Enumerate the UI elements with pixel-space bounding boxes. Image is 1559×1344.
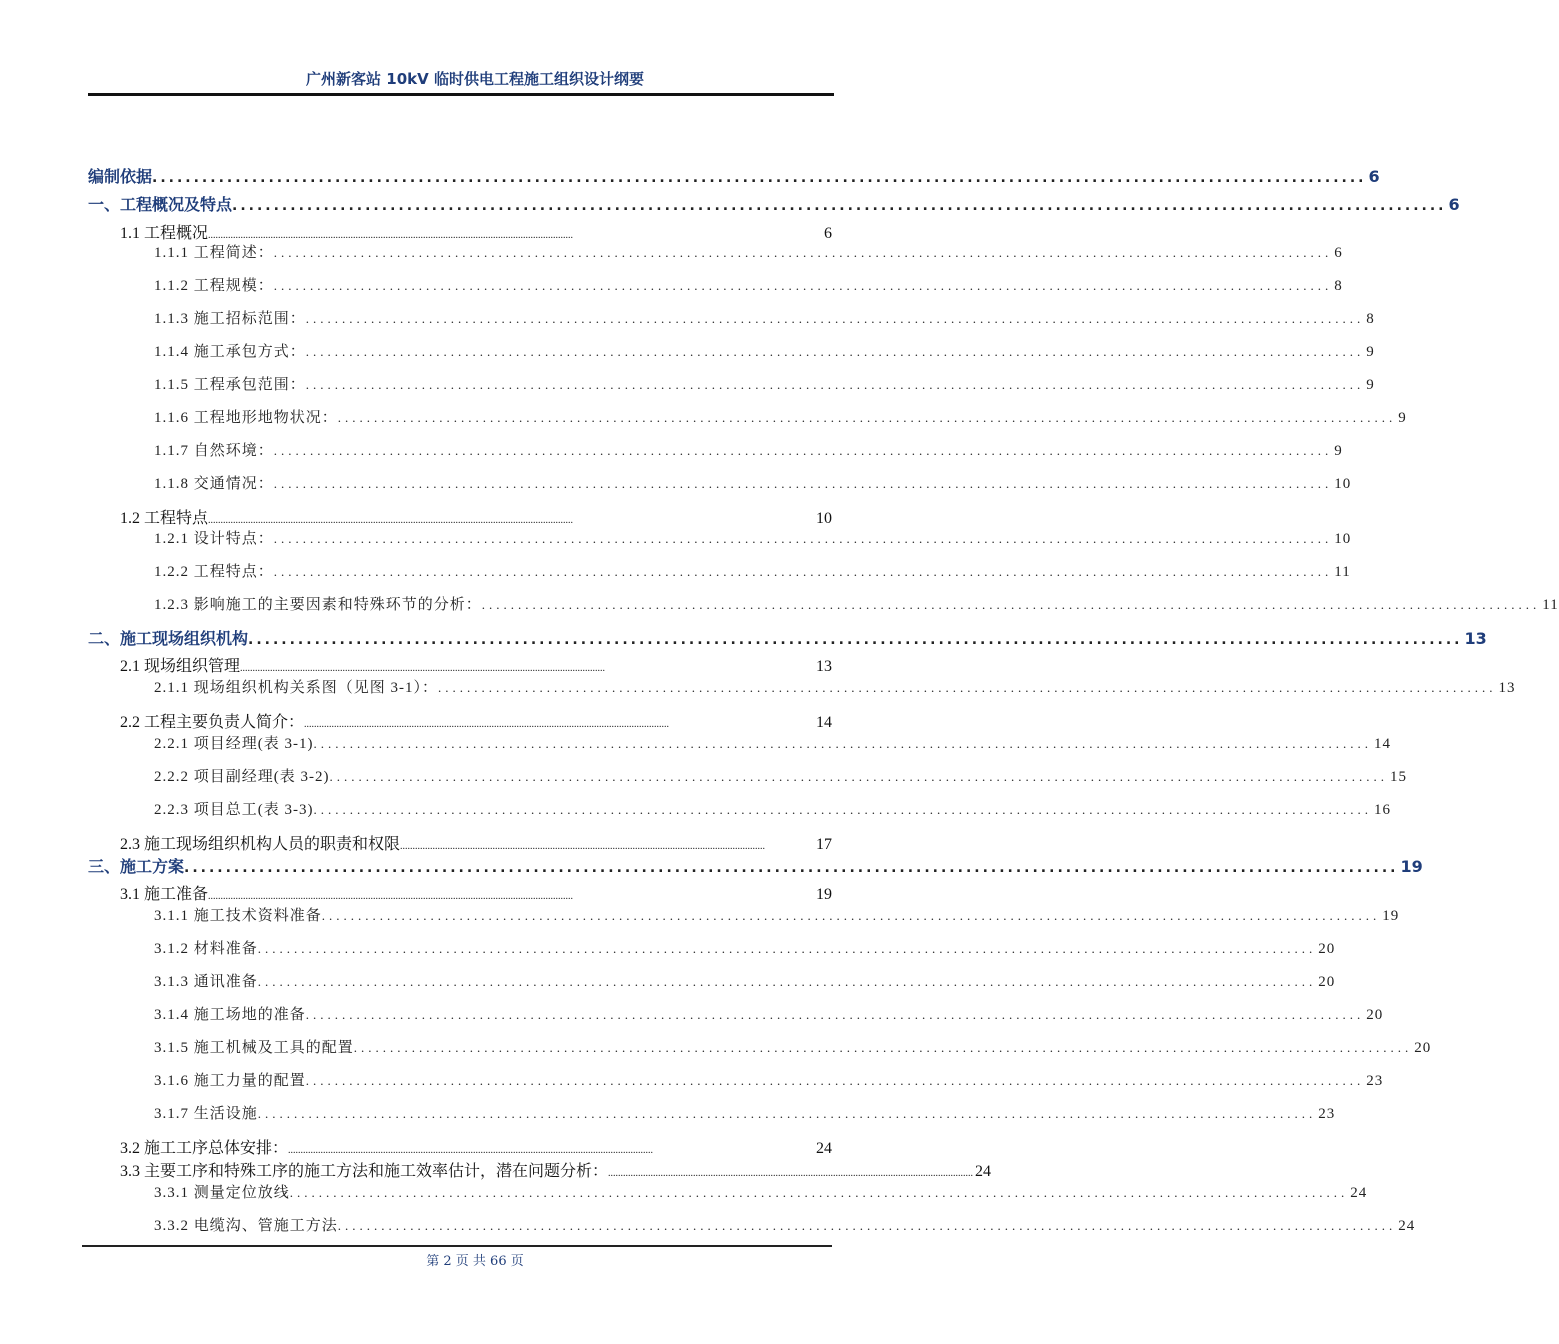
toc-entry-title: 2.1 现场组织管理: [120, 658, 241, 675]
toc-page-number: 13: [1498, 680, 1516, 696]
toc-entry-title: 3.1.5 施工机械及工具的配置: [154, 1040, 354, 1056]
toc-page-number: 16: [1374, 802, 1391, 818]
toc-entry-level-3[interactable]: [154, 1069, 1384, 1093]
toc-page-number: 20: [1366, 1007, 1384, 1023]
toc-dot-leader: ..................................................................................................................................................: [608, 1168, 974, 1179]
toc-dot-leader: ..................................................................................................................................................: [152, 170, 1367, 186]
toc-page-number: 15: [1390, 769, 1407, 785]
toc-page-number: 11: [1334, 564, 1351, 580]
toc-page-number: 8: [1366, 311, 1375, 327]
toc-entry-level-1[interactable]: [88, 626, 1487, 650]
toc-page-number: 19: [816, 886, 832, 903]
toc-entry-level-2[interactable]: [120, 881, 832, 905]
toc-entry-level-3[interactable]: [154, 472, 1352, 496]
toc-entry-level-1[interactable]: [88, 164, 1380, 188]
toc-entry-level-3[interactable]: [154, 676, 1516, 700]
toc-page-number: 6: [1334, 245, 1343, 261]
toc-entry-title: 一、工程概况及特点: [88, 195, 233, 214]
toc-page-number: 23: [1366, 1073, 1384, 1089]
toc-dot-leader: ..................................................................................................................................................: [305, 1073, 1365, 1088]
toc-page-number: 19: [1382, 908, 1400, 924]
toc-page-number: 23: [1318, 1106, 1336, 1122]
toc-dot-leader: ..................................................................................................................................................: [273, 245, 1333, 260]
toc-dot-leader: ..................................................................................................................................................: [184, 860, 1399, 876]
toc-entry-title: 编制依据: [88, 167, 153, 186]
toc-page-number: 6: [1448, 195, 1460, 214]
toc-entry-level-3[interactable]: [154, 406, 1407, 430]
toc-dot-leader: ..................................................................................................................................................: [304, 719, 670, 730]
toc-entry-title: 1.2.1 设计特点：: [154, 531, 274, 547]
header-rule: [88, 93, 834, 96]
toc-dot-leader: ..................................................................................................................................................: [438, 680, 1497, 695]
toc-dot-leader: ..................................................................................................................................................: [337, 410, 1397, 425]
toc-entry-title: 1.1.6 工程地形地物状况：: [154, 410, 338, 426]
toc-page-number: 11: [1542, 597, 1559, 613]
toc-entry-level-3[interactable]: [154, 439, 1343, 463]
toc-entry-title: 1.2.3 影响施工的主要因素和特殊环节的分析：: [154, 597, 482, 613]
toc-dot-leader: ..................................................................................................................................................: [248, 632, 1463, 648]
toc-entry-level-3[interactable]: [154, 904, 1400, 928]
toc-page-number: 19: [1400, 857, 1423, 876]
toc-page-number: 20: [1318, 941, 1336, 957]
toc-page-number: 17: [816, 836, 832, 853]
toc-page-number: 14: [816, 714, 832, 731]
toc-entry-level-1[interactable]: [88, 192, 1460, 216]
toc-page-number: 9: [1366, 344, 1375, 360]
toc-entry-level-3[interactable]: [154, 1214, 1416, 1238]
toc-entry-level-3[interactable]: [154, 970, 1336, 994]
toc-entry-level-3[interactable]: [154, 1102, 1336, 1126]
toc-entry-level-1[interactable]: [88, 854, 1423, 878]
toc-entry-level-3[interactable]: [154, 560, 1351, 584]
toc-page-number: 10: [1334, 531, 1352, 547]
toc-entry-level-2[interactable]: [120, 831, 832, 855]
toc-entry-level-3[interactable]: [154, 373, 1375, 397]
toc-dot-leader: ..................................................................................................................................................: [208, 515, 574, 526]
toc-dot-leader: ..................................................................................................................................................: [208, 230, 574, 241]
toc-entry-level-3[interactable]: [154, 527, 1352, 551]
toc-entry-title: 1.2.2 工程特点：: [154, 564, 274, 580]
toc-entry-title: 2.2.1 项目经理(表 3-1): [154, 736, 314, 752]
toc-dot-leader: ..................................................................................................................................................: [273, 531, 1333, 546]
toc-entry-level-2[interactable]: [120, 1135, 832, 1159]
toc-page-number: 24: [816, 1140, 832, 1157]
toc-entry-title: 1.1.5 工程承包范围：: [154, 377, 306, 393]
toc-page-number: 20: [1414, 1040, 1432, 1056]
toc-dot-leader: ..................................................................................................................................................: [288, 1145, 654, 1156]
toc-entry-level-3[interactable]: [154, 798, 1391, 822]
toc-page-number: 9: [1366, 377, 1375, 393]
toc-entry-title: 3.1.3 通讯准备: [154, 974, 258, 990]
toc-entry-level-3[interactable]: [154, 340, 1375, 364]
toc-entry-title: 三、施工方案: [88, 857, 185, 876]
toc-dot-leader: ..................................................................................................................................................: [273, 278, 1333, 293]
toc-page-number: 8: [1334, 278, 1343, 294]
toc-entry-title: 3.3 主要工序和特殊工序的施工方法和施工效率估计，潜在问题分析：: [120, 1163, 609, 1180]
toc-entry-title: 3.1 施工准备: [120, 886, 209, 903]
toc-page-number: 20: [1318, 974, 1336, 990]
toc-page-number: 9: [1398, 410, 1407, 426]
toc-dot-leader: ..................................................................................................................................................: [208, 891, 574, 902]
toc-entry-title: 2.2.2 项目副经理(表 3-2): [154, 769, 330, 785]
toc-dot-leader: ..................................................................................................................................................: [305, 311, 1365, 326]
toc-dot-leader: ..................................................................................................................................................: [257, 1106, 1317, 1121]
toc-entry-title: 1.1.3 施工招标范围：: [154, 311, 306, 327]
toc-entry-level-3[interactable]: [154, 307, 1375, 331]
toc-entry-level-2[interactable]: [120, 709, 832, 733]
toc-entry-level-3[interactable]: [154, 1181, 1368, 1205]
toc-dot-leader: ..................................................................................................................................................: [400, 841, 766, 852]
toc-entry-title: 2.2 工程主要负责人简介：: [120, 714, 305, 731]
toc-dot-leader: ..................................................................................................................................................: [305, 1007, 1365, 1022]
toc-dot-leader: ..................................................................................................................................................: [257, 974, 1317, 989]
toc-entry-level-3[interactable]: [154, 765, 1407, 789]
toc-entry-title: 3.3.2 电缆沟、管施工方法: [154, 1218, 338, 1234]
toc-entry-title: 1.1 工程概况: [120, 225, 209, 242]
toc-entry-title: 1.1.8 交通情况：: [154, 476, 274, 492]
toc-page-number: 14: [1374, 736, 1391, 752]
toc-dot-leader: ..................................................................................................................................................: [329, 769, 1388, 784]
toc-page-number: 6: [824, 225, 832, 242]
toc-dot-leader: ..................................................................................................................................................: [481, 597, 1541, 612]
toc-entry-title: 1.1.2 工程规模：: [154, 278, 274, 294]
toc-entry-level-3[interactable]: [154, 732, 1391, 756]
toc-entry-level-2[interactable]: [120, 505, 832, 529]
toc-entry-title: 2.2.3 项目总工(表 3-3): [154, 802, 314, 818]
toc-entry-title: 3.1.7 生活设施: [154, 1106, 258, 1122]
toc-entry-title: 3.2 施工工序总体安排：: [120, 1140, 289, 1157]
toc-entry-level-3[interactable]: [154, 937, 1336, 961]
toc-dot-leader: ..................................................................................................................................................: [321, 908, 1381, 923]
toc-dot-leader: ..................................................................................................................................................: [273, 443, 1333, 458]
toc-entry-title: 3.3.1 测量定位放线: [154, 1185, 290, 1201]
toc-dot-leader: ..................................................................................................................................................: [232, 198, 1447, 214]
toc-page-number: 6: [1368, 167, 1380, 186]
toc-entry-level-2[interactable]: [120, 653, 832, 677]
toc-entry-title: 2.3 施工现场组织机构人员的职责和权限: [120, 836, 401, 853]
toc-page-number: 24: [1350, 1185, 1368, 1201]
toc-dot-leader: ..................................................................................................................................................: [305, 344, 1365, 359]
toc-entry-level-3[interactable]: [154, 1036, 1432, 1060]
toc-entry-level-3[interactable]: [154, 241, 1343, 265]
toc-dot-leader: ..................................................................................................................................................: [313, 802, 1372, 817]
toc-page-number: 10: [1334, 476, 1352, 492]
toc-entry-title: 1.1.4 施工承包方式：: [154, 344, 306, 360]
toc-dot-leader: ..................................................................................................................................................: [289, 1185, 1349, 1200]
toc-page-number: 24: [1398, 1218, 1416, 1234]
toc-dot-leader: ..................................................................................................................................................: [313, 736, 1372, 751]
toc-dot-leader: ..................................................................................................................................................: [337, 1218, 1397, 1233]
toc-page-number: 13: [1464, 629, 1487, 648]
toc-entry-title: 1.1.1 工程简述：: [154, 245, 274, 261]
toc-page-number: 10: [816, 510, 832, 527]
toc-entry-level-3[interactable]: [154, 274, 1343, 298]
toc-entry-title: 二、施工现场组织机构: [88, 629, 249, 648]
toc-entry-title: 3.1.6 施工力量的配置: [154, 1073, 306, 1089]
toc-dot-leader: ..................................................................................................................................................: [305, 377, 1365, 392]
toc-page-number: 9: [1334, 443, 1343, 459]
toc-page-number: 13: [816, 658, 832, 675]
footer-rule: [82, 1245, 832, 1247]
toc-entry-title: 1.2 工程特点: [120, 510, 209, 527]
running-header-title: 广州新客站 10kV 临时供电工程施工组织设计纲要: [306, 70, 644, 88]
toc-dot-leader: ..................................................................................................................................................: [240, 663, 606, 674]
toc-entry-title: 1.1.7 自然环境：: [154, 443, 274, 459]
toc-entry-title: 3.1.2 材料准备: [154, 941, 258, 957]
toc-dot-leader: ..................................................................................................................................................: [257, 941, 1317, 956]
toc-entry-title: 3.1.1 施工技术资料准备: [154, 908, 322, 924]
toc-entry-title: 3.1.4 施工场地的准备: [154, 1007, 306, 1023]
toc-entry-title: 2.1.1 现场组织机构关系图（见图 3-1）：: [154, 680, 438, 696]
toc-entry-level-2[interactable]: [120, 1158, 992, 1182]
toc-dot-leader: ..................................................................................................................................................: [273, 564, 1333, 579]
toc-page-number: 24: [975, 1163, 992, 1180]
toc-entry-level-3[interactable]: [154, 593, 1559, 617]
toc-dot-leader: ..................................................................................................................................................: [353, 1040, 1413, 1055]
page-number-footer: 第 2 页 共 66 页: [426, 1254, 524, 1269]
toc-entry-level-3[interactable]: [154, 1003, 1384, 1027]
toc-dot-leader: ..................................................................................................................................................: [273, 476, 1333, 491]
